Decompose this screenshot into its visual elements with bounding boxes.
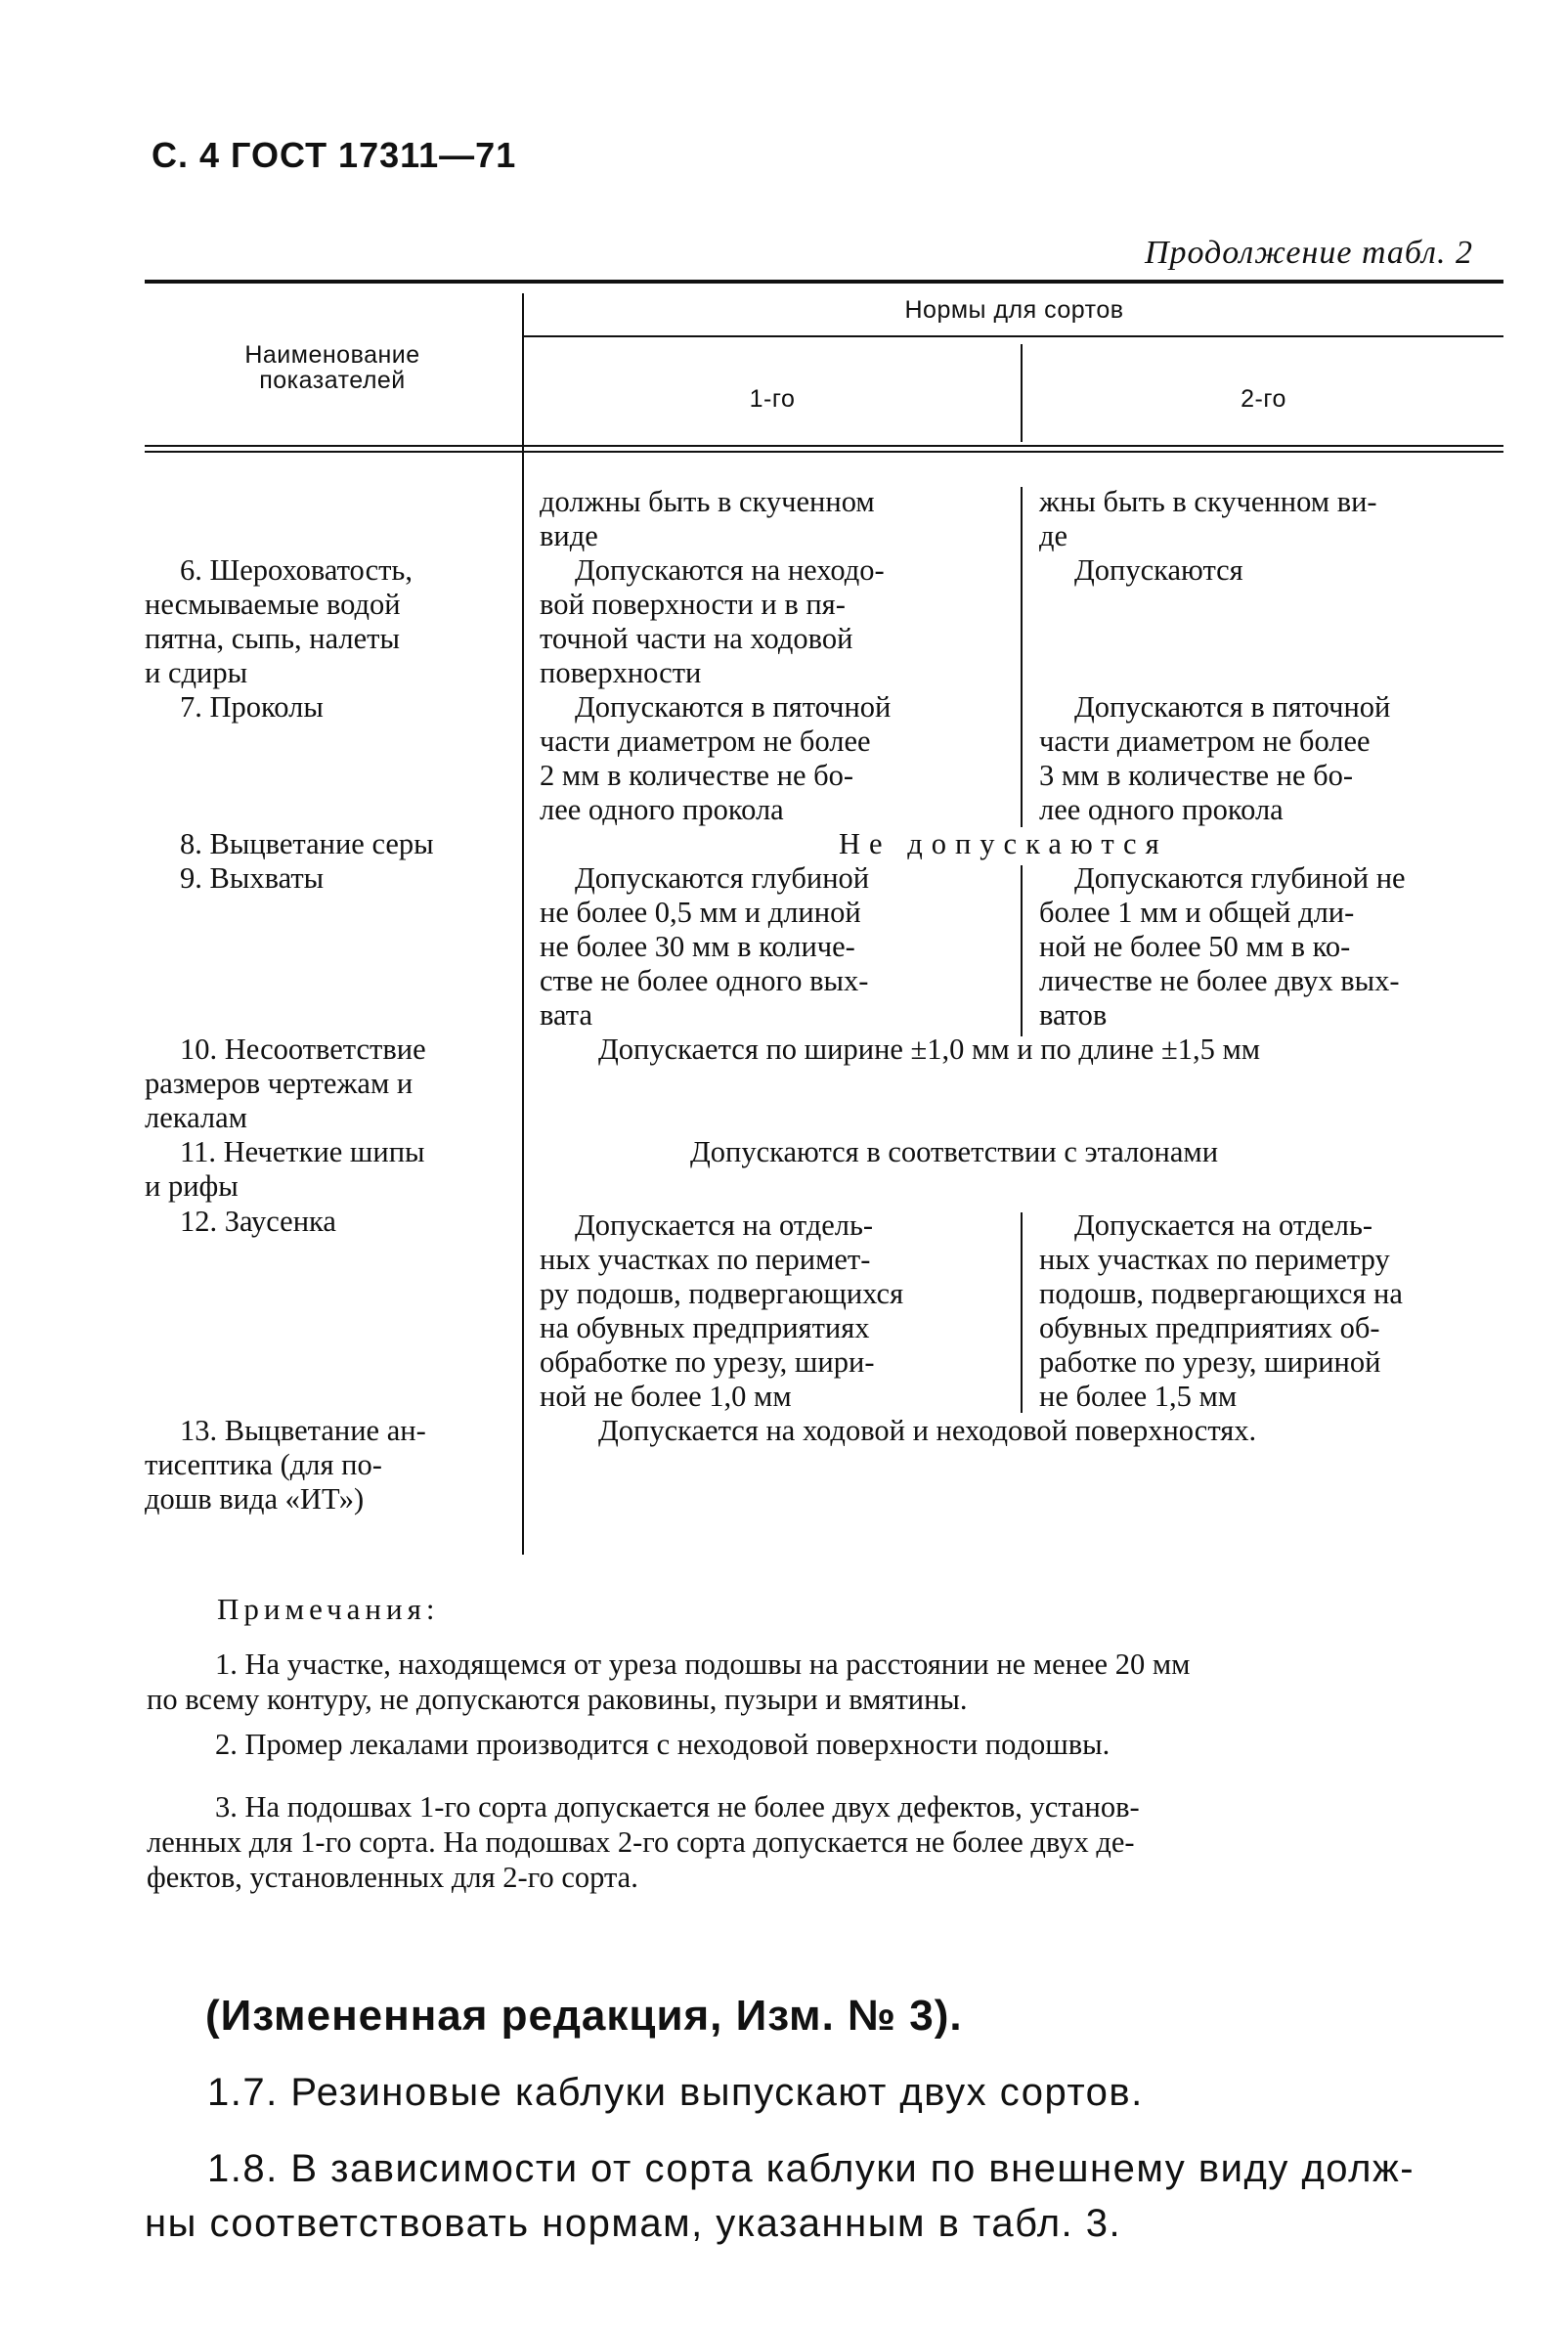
note-2: 2. Промер лекалами производится с неходовой поверхности подошвы.: [215, 1728, 1111, 1761]
row-9-name: 9. Выхваты: [180, 861, 325, 895]
paragraph-1-8: 1.8. В зависимости от сорта каблуки по внешнему виду долж- ны соответствовать нормам, указанным в табл. 3.: [145, 2147, 1416, 2245]
column-header-grade2: 2-го: [1241, 385, 1286, 413]
row-13-name: 13. Выцветание ан- тисептика (для по- дошв вида «ИТ»): [145, 1414, 426, 1516]
row-9-grade2: Допускаются глубиной не более 1 мм и общей дли- ной не более 50 мм в ко- личестве не более двух вых- ватов: [1039, 861, 1406, 1032]
row-8-name: 8. Выцветание серы: [180, 827, 434, 860]
row-8-span-value: Не допускаются: [839, 827, 1168, 860]
norms-header-rule: [524, 335, 1503, 337]
page-header: С. 4 ГОСТ 17311—71: [152, 135, 517, 175]
row-7-grade1: Допускаются в пяточной части диаметром не более 2 мм в количестве не бо- лее одного прокола: [540, 690, 892, 826]
header-bottom-rule-2: [145, 451, 1503, 453]
row-11-name: 11. Нечеткие шипы и рифы: [145, 1135, 425, 1203]
amendment-note: (Измененная редакция, Изм. № 3).: [205, 1992, 963, 2040]
table-caption: Продолжение табл. 2: [1144, 235, 1473, 271]
column-divider-c: [1021, 1212, 1023, 1413]
row-10-span-value: Допускается по ширине ±1,0 мм и по длине ±1,5 мм: [598, 1033, 1261, 1066]
column-divider-header: [1021, 344, 1023, 442]
column-divider-a: [1021, 487, 1023, 827]
column-divider-b: [1021, 865, 1023, 1036]
note-3: 3. На подошвах 1-го сорта допускается не более двух дефектов, установ- ленных для 1-го сорта. На подошвах 2-го сорта допускается не более двух де- фектов, установленных для 2-го сорта.: [147, 1790, 1140, 1894]
row-9-grade1: Допускаются глубиной не более 0,5 мм и длиной не более 30 мм в количе- стве не более одного вых- вата: [540, 861, 870, 1032]
row-12-grade2: Допускается на отдель- ных участках по периметру подошв, подвергающихся на обувных предприятиях об- работке по урезу, шириной не более 1,5 мм: [1039, 1208, 1403, 1413]
paragraph-1-7: 1.7. Резиновые каблуки выпускают двух сортов.: [207, 2071, 1144, 2114]
column-header-name: Наименование показателей: [244, 341, 420, 394]
cell-cont-grade2: жны быть в скученном ви- де: [1039, 485, 1377, 552]
cell-cont-grade1: должны быть в скученном виде: [540, 485, 875, 552]
notes-title: Примечания:: [217, 1592, 440, 1626]
column-header-grade1: 1-го: [749, 385, 796, 413]
column-header-norms: Нормы для сортов: [904, 296, 1124, 324]
header-bottom-rule: [145, 445, 1503, 447]
row-12-grade1: Допускается на отдель- ных участках по перимет- ру подошв, подвергающихся на обувных предприятиях обработке по урезу, шири- ной не более 1,0 мм: [540, 1208, 904, 1413]
table-top-rule: [145, 280, 1503, 284]
row-7-name: 7. Проколы: [180, 690, 324, 724]
column-divider-left: [522, 293, 524, 1555]
row-10-name: 10. Несоответствие размеров чертежам и лекалам: [145, 1033, 426, 1134]
row-12-name: 12. Заусенка: [180, 1205, 336, 1238]
note-1: 1. На участке, находящемся от уреза подошвы на расстоянии не менее 20 мм по всему контуру, не допускаются раковины, пузыри и вмятины.: [147, 1648, 1191, 1716]
row-6-grade2: Допускаются: [1074, 553, 1243, 587]
row-6-grade1: Допускаются на неходо- вой поверхности и в пя- точной части на ходовой поверхности: [540, 553, 885, 689]
row-6-name: 6. Шероховатость, несмываемые водой пятна, сыпь, налеты и сдиры: [145, 553, 413, 689]
row-13-span-value: Допускается на ходовой и неходовой поверхностях.: [598, 1414, 1257, 1447]
row-11-span-value: Допускаются в соответствии с эталонами: [690, 1135, 1219, 1168]
row-7-grade2: Допускаются в пяточной части диаметром не более 3 мм в количестве не бо- лее одного прокола: [1039, 690, 1391, 826]
